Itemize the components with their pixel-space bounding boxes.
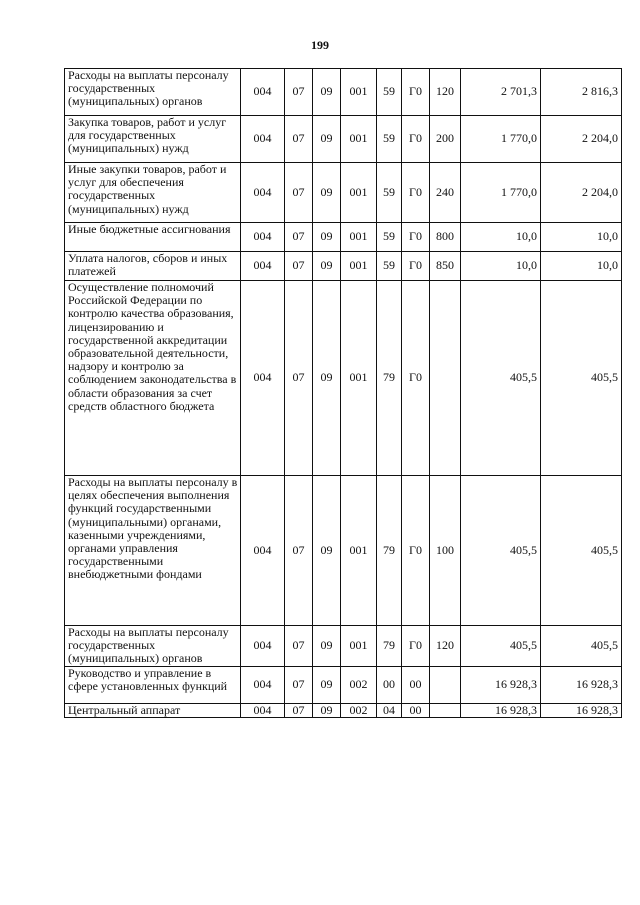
row-name: Расходы на выплаты персоналу государственных (муниципальных) органов	[65, 626, 241, 667]
cell-rz: 07	[285, 116, 313, 163]
cell-rz: 07	[285, 703, 313, 717]
table-row	[65, 223, 622, 252]
cell-csr-subprogram: 04	[377, 703, 402, 717]
cell-csr-program: 001	[341, 69, 377, 116]
cell-csr-subprogram: 79	[377, 476, 402, 626]
row-name: Расходы на выплаты персоналу в целях обеспечения выполнения функций государственными (муниципальными) органами, казенными учреждениями, органами управления государственными внебюджетными фондами	[65, 476, 241, 626]
cell-ved: 004	[241, 116, 285, 163]
cell-vr: 800	[430, 223, 461, 252]
row-name: Иные бюджетные ассигнования	[65, 223, 241, 252]
row-name: Руководство и управление в сфере установленных функций	[65, 666, 241, 703]
cell-ved: 004	[241, 476, 285, 626]
row-name: Уплата налогов, сборов и иных платежей	[65, 252, 241, 281]
cell-vr: 100	[430, 476, 461, 626]
cell-vr: 850	[430, 252, 461, 281]
cell-vr	[430, 281, 461, 476]
cell-sum-year1: 16 928,3	[461, 666, 541, 703]
cell-csr-program: 001	[341, 252, 377, 281]
cell-csr-direction: Г0	[402, 281, 430, 476]
cell-pr: 09	[313, 626, 341, 667]
cell-ved: 004	[241, 703, 285, 717]
cell-ved: 004	[241, 69, 285, 116]
cell-rz: 07	[285, 69, 313, 116]
cell-sum-year2: 16 928,3	[541, 703, 622, 717]
cell-ved: 004	[241, 281, 285, 476]
cell-vr: 240	[430, 163, 461, 223]
cell-ved: 004	[241, 626, 285, 667]
cell-vr: 120	[430, 69, 461, 116]
cell-sum-year2: 2 204,0	[541, 163, 622, 223]
cell-csr-direction: Г0	[402, 252, 430, 281]
cell-pr: 09	[313, 116, 341, 163]
cell-csr-direction: Г0	[402, 69, 430, 116]
cell-rz: 07	[285, 626, 313, 667]
cell-rz: 07	[285, 666, 313, 703]
cell-csr-program: 002	[341, 703, 377, 717]
cell-sum-year1: 405,5	[461, 281, 541, 476]
cell-ved: 004	[241, 666, 285, 703]
cell-ved: 004	[241, 223, 285, 252]
cell-vr	[430, 666, 461, 703]
cell-csr-subprogram: 59	[377, 252, 402, 281]
cell-rz: 07	[285, 281, 313, 476]
cell-pr: 09	[313, 163, 341, 223]
table-row	[65, 116, 622, 163]
cell-csr-subprogram: 79	[377, 281, 402, 476]
cell-sum-year1: 1 770,0	[461, 116, 541, 163]
cell-pr: 09	[313, 223, 341, 252]
cell-sum-year1: 10,0	[461, 223, 541, 252]
cell-sum-year2: 405,5	[541, 626, 622, 667]
cell-vr	[430, 703, 461, 717]
cell-sum-year2: 405,5	[541, 476, 622, 626]
cell-csr-subprogram: 00	[377, 666, 402, 703]
cell-sum-year2: 10,0	[541, 252, 622, 281]
cell-csr-program: 001	[341, 281, 377, 476]
cell-sum-year1: 2 701,3	[461, 69, 541, 116]
cell-ved: 004	[241, 252, 285, 281]
cell-csr-direction: Г0	[402, 626, 430, 667]
cell-rz: 07	[285, 223, 313, 252]
cell-rz: 07	[285, 476, 313, 626]
cell-csr-direction: 00	[402, 666, 430, 703]
cell-csr-direction: 00	[402, 703, 430, 717]
cell-csr-program: 001	[341, 223, 377, 252]
table-row	[65, 703, 622, 717]
cell-csr-subprogram: 79	[377, 626, 402, 667]
row-name: Иные закупки товаров, работ и услуг для обеспечения государственных (муниципальных) нужд	[65, 163, 241, 223]
cell-sum-year2: 10,0	[541, 223, 622, 252]
cell-rz: 07	[285, 163, 313, 223]
row-name: Осуществление полномочий Российской Федерации по контролю качества образования, лицензированию и государственной аккредитации образовательной деятельности, надзору и контролю за соблюдением законодательства в области образования за счет средств областного бюджета	[65, 281, 241, 476]
cell-pr: 09	[313, 69, 341, 116]
cell-rz: 07	[285, 252, 313, 281]
cell-pr: 09	[313, 666, 341, 703]
cell-pr: 09	[313, 476, 341, 626]
table-row	[65, 666, 622, 703]
cell-csr-program: 002	[341, 666, 377, 703]
cell-csr-subprogram: 59	[377, 116, 402, 163]
page-number: 199	[311, 38, 329, 52]
table-row	[65, 163, 622, 223]
cell-vr: 120	[430, 626, 461, 667]
cell-ved: 004	[241, 163, 285, 223]
cell-sum-year1: 10,0	[461, 252, 541, 281]
cell-pr: 09	[313, 703, 341, 717]
row-name: Закупка товаров, работ и услуг для государственных (муниципальных) нужд	[65, 116, 241, 163]
cell-sum-year1: 16 928,3	[461, 703, 541, 717]
cell-sum-year1: 1 770,0	[461, 163, 541, 223]
cell-csr-direction: Г0	[402, 163, 430, 223]
table-row	[65, 476, 622, 626]
cell-pr: 09	[313, 252, 341, 281]
table-row	[65, 69, 622, 116]
cell-csr-subprogram: 59	[377, 69, 402, 116]
cell-sum-year1: 405,5	[461, 476, 541, 626]
cell-sum-year2: 405,5	[541, 281, 622, 476]
cell-csr-program: 001	[341, 476, 377, 626]
cell-sum-year2: 2 204,0	[541, 116, 622, 163]
table-row	[65, 281, 622, 476]
budget-table	[64, 68, 622, 718]
cell-csr-program: 001	[341, 626, 377, 667]
cell-vr: 200	[430, 116, 461, 163]
cell-sum-year1: 405,5	[461, 626, 541, 667]
cell-csr-direction: Г0	[402, 116, 430, 163]
cell-sum-year2: 2 816,3	[541, 69, 622, 116]
row-name: Центральный аппарат	[65, 703, 241, 717]
budget-table-body	[65, 69, 622, 718]
cell-csr-program: 001	[341, 116, 377, 163]
cell-pr: 09	[313, 281, 341, 476]
cell-csr-subprogram: 59	[377, 163, 402, 223]
cell-sum-year2: 16 928,3	[541, 666, 622, 703]
cell-csr-program: 001	[341, 163, 377, 223]
cell-csr-subprogram: 59	[377, 223, 402, 252]
cell-csr-direction: Г0	[402, 223, 430, 252]
table-row	[65, 252, 622, 281]
row-name: Расходы на выплаты персоналу государственных (муниципальных) органов	[65, 69, 241, 116]
table-row	[65, 626, 622, 667]
cell-csr-direction: Г0	[402, 476, 430, 626]
